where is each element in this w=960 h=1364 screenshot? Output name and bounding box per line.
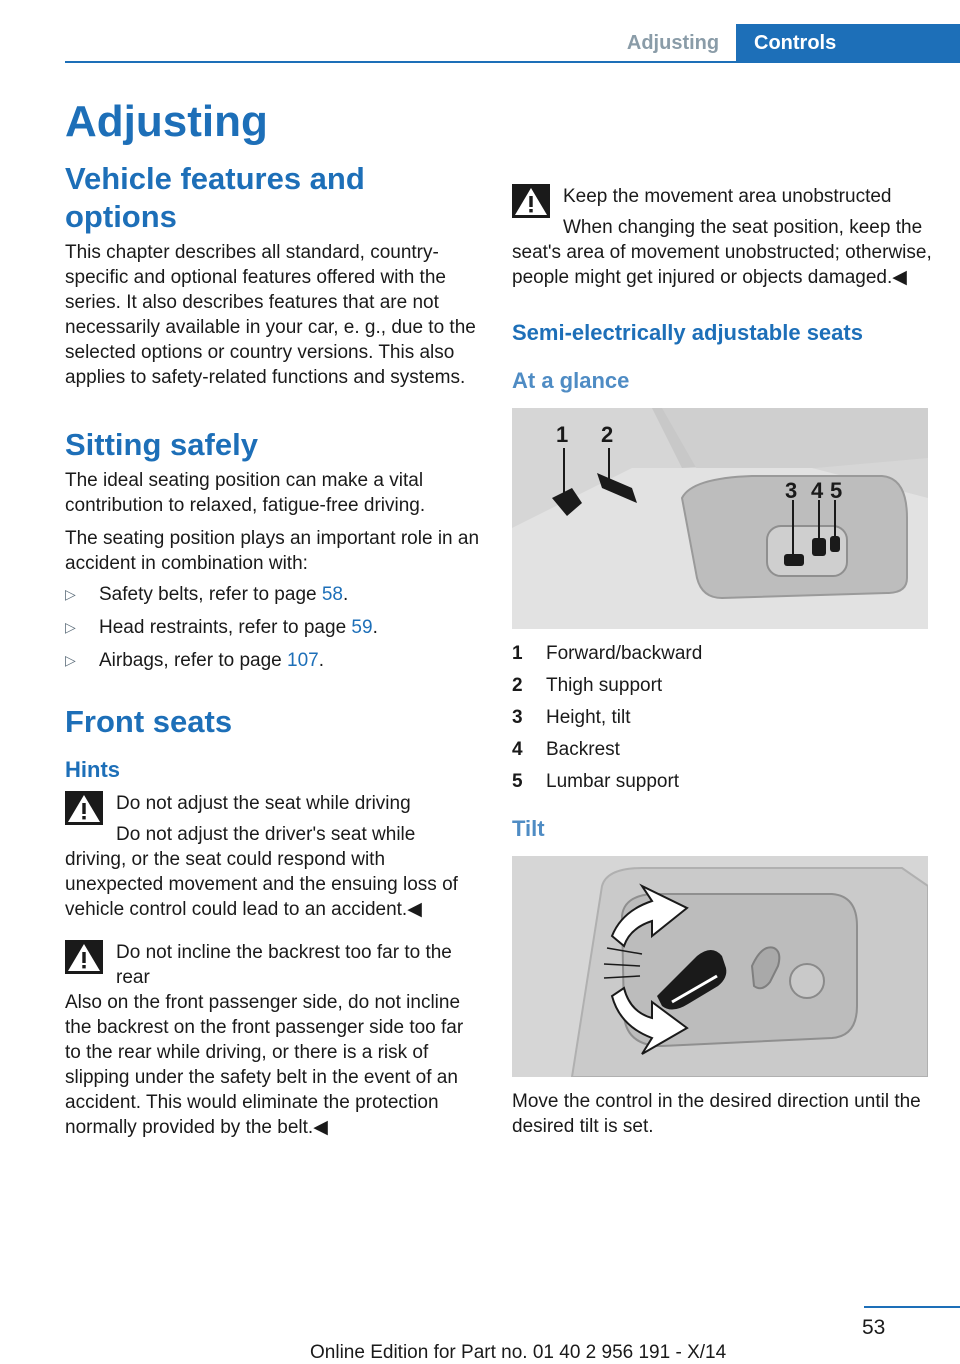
warning-body: Also on the front passenger side, do not incline the backrest on the front passenger side too far to the rear while driving, or there is a risk of slipping under the safety belt in the event of an accident. This would eliminate the protection normally provided by the belt.◀	[65, 992, 464, 1138]
warning-block-movement-area	[512, 184, 932, 290]
list-item	[65, 582, 480, 607]
legend-number: 2	[512, 675, 523, 696]
warning-title: Do not incline the backrest too far to the rear	[116, 942, 452, 988]
page-link-58[interactable]: 58	[321, 584, 343, 605]
list-item-end: .	[343, 584, 349, 605]
legend-number: 3	[512, 707, 523, 728]
legend-label: Thigh support	[546, 675, 663, 696]
legend-label: Lumbar support	[546, 771, 680, 792]
page-title: Adjusting	[65, 97, 268, 146]
header-rule	[65, 61, 960, 63]
right-column	[512, 184, 932, 1139]
seat-controls-legend	[512, 641, 932, 794]
list-item	[512, 769, 932, 794]
warning-body	[512, 215, 932, 290]
list-item-text: Airbags, refer to page	[99, 650, 287, 671]
figure-label-5: 5	[830, 478, 843, 503]
warning-block-backrest	[65, 940, 480, 1140]
tilt-body: Move the control in the desired direction until the desired tilt is set.	[512, 1091, 921, 1137]
list-item	[512, 737, 932, 762]
figure-label-1: 1	[556, 422, 569, 447]
figure-label-3: 3	[785, 478, 798, 503]
legend-number: 4	[512, 739, 523, 760]
page-number: 53	[862, 1316, 886, 1339]
warning-title: Do not adjust the seat while driving	[116, 793, 411, 814]
warning-block-driving	[65, 791, 480, 922]
footer-rule	[864, 1306, 960, 1308]
figure-label-2: 2	[601, 422, 614, 447]
page-link-59[interactable]: 59	[351, 617, 373, 638]
page-link-107[interactable]: 107	[287, 650, 319, 671]
warning-title: Keep the movement area unobstructed	[563, 186, 892, 207]
front-seats-heading: Front seats	[65, 704, 233, 739]
figure-label-4: 4	[811, 478, 824, 503]
list-item-end: .	[318, 650, 324, 671]
edition-footer: Online Edition for Part no. 01 40 2 956 191 - X/14	[310, 1342, 727, 1363]
sitting-safely-para2: The seating position plays an important role in an accident in combination with:	[65, 528, 480, 574]
warning-triangle-icon	[65, 940, 103, 974]
warning-body	[65, 822, 480, 922]
legend-label: Backrest	[546, 739, 620, 760]
seat-illustration	[512, 408, 928, 629]
warning-triangle-icon	[65, 791, 103, 825]
triangle-right-icon: ▷	[65, 619, 76, 635]
tilt-illustration	[512, 856, 928, 1077]
hints-heading: Hints	[65, 757, 120, 782]
seat-controls-figure	[512, 408, 928, 629]
header-section-tab[interactable]: Adjusting	[626, 32, 720, 54]
triangle-right-icon: ▷	[65, 652, 76, 668]
tilt-figure	[512, 856, 928, 1077]
list-item	[512, 641, 932, 666]
triangle-right-icon: ▷	[65, 586, 76, 602]
list-item	[65, 648, 480, 673]
vehicle-features-heading: Vehicle features and options	[65, 161, 365, 234]
list-item-text: Safety belts, refer to page	[99, 584, 322, 605]
tilt-heading: Tilt	[512, 816, 545, 841]
legend-label: Forward/backward	[546, 643, 703, 664]
sitting-safely-heading: Sitting safely	[65, 427, 258, 462]
semi-electric-heading: Semi-electrically adjustable seats	[512, 320, 863, 345]
warning-triangle-icon	[512, 184, 550, 218]
warning-body-text: Do not adjust the driver's seat while driving, or the seat could respond with unexpected movement and the ensuing loss of vehicle control could lead to an accident.◀	[65, 824, 458, 920]
list-item	[512, 673, 932, 698]
at-a-glance-heading: At a glance	[512, 368, 630, 393]
header-chapter-tab[interactable]: Controls	[736, 24, 960, 62]
list-item	[512, 705, 932, 730]
sitting-safely-list	[65, 582, 480, 673]
vehicle-features-body: This chapter describes all standard, country-specific and optional features offered with the series. It also describes features that are not necessarily available in your car, e. g., due to the selected options or country versions. This also applies to safety-related functions and systems.	[65, 242, 476, 388]
legend-label: Height, tilt	[546, 707, 631, 728]
list-item-end: .	[372, 617, 378, 638]
legend-number: 1	[512, 643, 523, 664]
warning-body-text: When changing the seat position, keep the seat's area of movement unobstructed; otherwise, people might get injured or objects damaged.◀	[512, 217, 932, 288]
left-column	[65, 96, 480, 1140]
list-item-text: Head restraints, refer to page	[99, 617, 352, 638]
legend-number: 5	[512, 771, 523, 792]
sitting-safely-para1: The ideal seating position can make a vital contribution to relaxed, fatigue-free driving.	[65, 470, 426, 516]
list-item	[65, 615, 480, 640]
